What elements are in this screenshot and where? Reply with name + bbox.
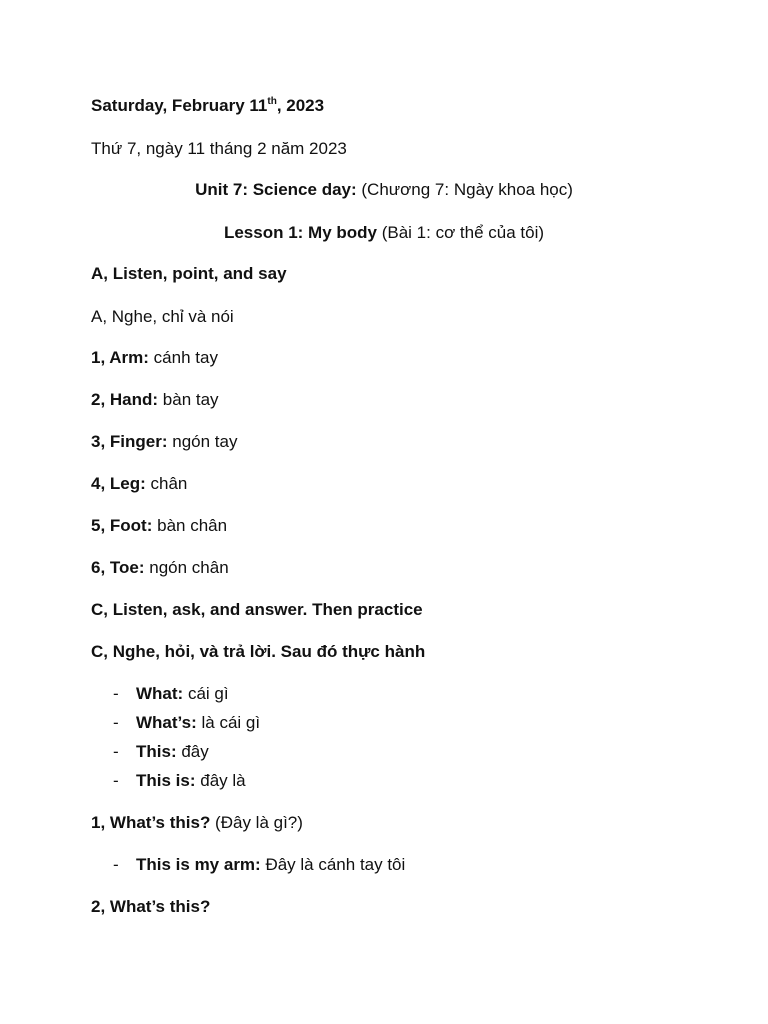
section-c-title: C, Listen, ask, and answer. Then practice (91, 600, 423, 619)
vocab-term: 4, Leg: (91, 474, 146, 493)
vocab-meaning: ngón tay (167, 432, 238, 451)
unit-heading (0, 179, 768, 201)
answer-1-text: This is my arm: (136, 855, 261, 874)
bullet-item (91, 770, 246, 792)
section-a-title-vi: A, Nghe, chỉ và nói (91, 307, 234, 326)
vocab-item (91, 515, 227, 537)
vocab-term: 6, Toe: (91, 558, 145, 577)
date-english-year: , 2023 (276, 96, 325, 115)
section-a-title: A, Listen, point, and say (91, 264, 287, 283)
bullet-meaning: cái gì (183, 684, 229, 703)
vocab-term: 5, Foot: (91, 516, 153, 535)
bullet-dash: - (113, 713, 119, 732)
question-1-text: 1, What’s this? (91, 813, 211, 832)
vocab-item (91, 347, 218, 369)
vocab-meaning: bàn tay (158, 390, 219, 409)
lesson-title: Lesson 1: My body (223, 223, 377, 242)
unit-title: Unit 7: Science day: (195, 180, 357, 199)
vocab-meaning: chân (145, 474, 188, 493)
bullet-meaning: là cái gì (196, 713, 261, 732)
date-vietnamese: Thứ 7, ngày 11 tháng 2 năm 2023 (91, 139, 347, 158)
bullet-term: This is: (136, 771, 196, 790)
vocab-term: 1, Arm: (91, 348, 149, 367)
vocab-meaning: ngón chân (144, 558, 229, 577)
bullet-dash: - (113, 771, 119, 790)
bullet-term: What’s: (136, 713, 197, 732)
vocab-item (91, 389, 219, 411)
answer-1-translation: Đây là cánh tay tôi (260, 855, 406, 874)
vocab-meaning: bàn chân (152, 516, 228, 535)
bullet-item (91, 683, 229, 705)
bullet-dash: - (113, 742, 119, 761)
vocab-item (91, 431, 237, 453)
lesson-heading (0, 222, 768, 244)
date-ordinal-suffix: th (267, 96, 277, 107)
bullet-dash: - (113, 684, 119, 703)
bullet-dash: - (113, 855, 119, 874)
vocab-term: 2, Hand: (91, 390, 159, 409)
vocab-meaning: cánh tay (148, 348, 218, 367)
answer-1 (91, 854, 405, 876)
date-english (91, 95, 324, 117)
section-c-title-vi: C, Nghe, hỏi, và trả lời. Sau đó thực hành (91, 642, 426, 661)
bullet-term: What: (136, 684, 184, 703)
lesson-translation: (Bài 1: cơ thể của tôi) (376, 223, 545, 242)
question-2: 2, What’s this? (91, 897, 211, 916)
question-1-translation: (Đây là gì?) (210, 813, 303, 832)
bullet-term: This: (136, 742, 177, 761)
bullet-item (91, 712, 260, 734)
bullet-meaning: đây là (195, 771, 246, 790)
unit-translation: (Chương 7: Ngày khoa học) (356, 180, 573, 199)
vocab-item (91, 557, 229, 579)
date-english-main: Saturday, February 11 (91, 96, 268, 115)
bullet-item (91, 741, 209, 763)
vocab-item (91, 473, 187, 495)
vocab-term: 3, Finger: (91, 432, 168, 451)
bullet-meaning: đây (176, 742, 209, 761)
question-1 (91, 812, 303, 834)
